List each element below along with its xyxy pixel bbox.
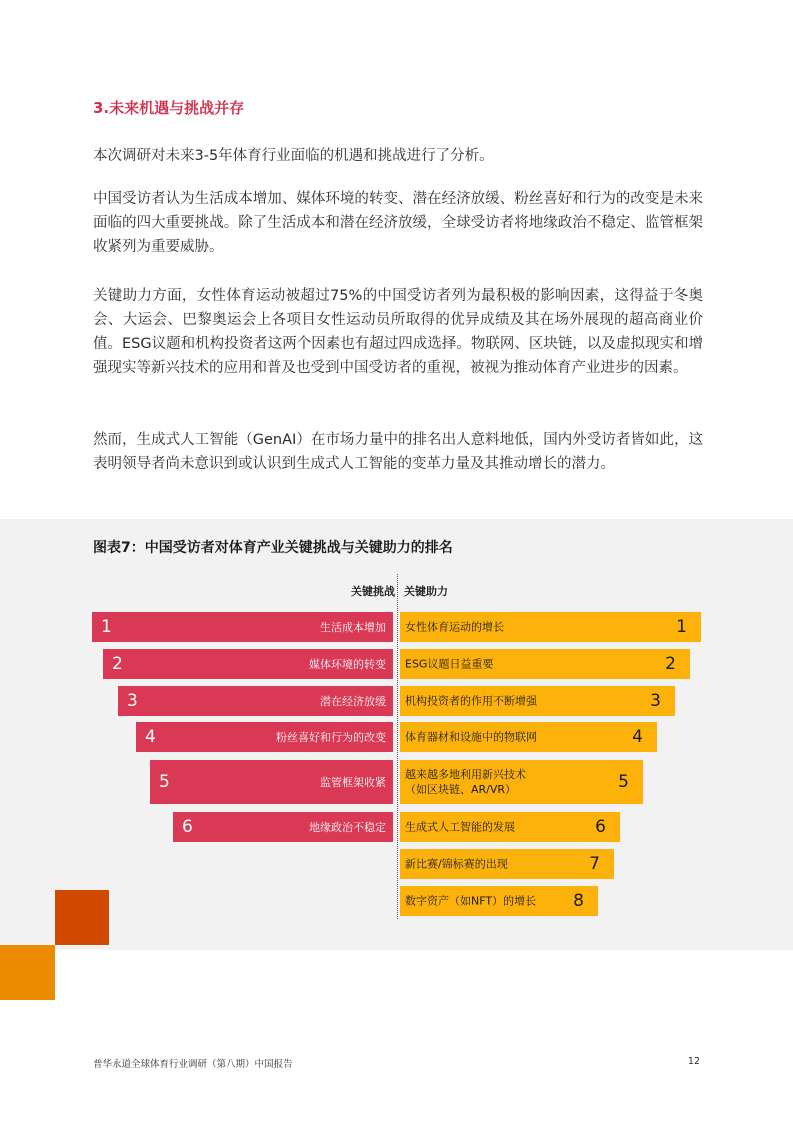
enabler-bar — [400, 649, 690, 679]
enabler-bar — [400, 722, 657, 752]
enabler-bar — [400, 760, 643, 804]
footer-text: 普华永道全球体育行业调研（第八期）中国报告 — [93, 1059, 293, 1070]
page-number: 12 — [687, 1056, 700, 1067]
challenge-bar-rank: 4 — [145, 727, 156, 747]
enabler-bar-rank: 1 — [676, 617, 687, 637]
challenge-bar-label: 监管框架收紧 — [320, 776, 386, 789]
enabler-bar-rank: 3 — [650, 691, 661, 711]
challenge-bar-rank: 3 — [127, 691, 138, 711]
enablers-header: 关键助力 — [404, 585, 448, 598]
challenge-bar-label: 生活成本增加 — [320, 621, 386, 634]
section-title: 3.未来机遇与挑战并存 — [93, 99, 245, 117]
enabler-bar-label: 越来越多地利用新兴技术 （如区块链、AR/VR） — [405, 768, 526, 796]
challenge-bar-rank: 1 — [101, 617, 112, 637]
enabler-bar — [400, 812, 620, 842]
enabler-bar-rank: 4 — [632, 727, 643, 747]
paragraph: 然而，生成式人工智能（GenAI）在市场力量中的排名出人意料地低，国内外受访者皆如此，这表明领导者尚未意识到或认识到生成式人工智能的变革力量及其推动增长的潜力。 — [93, 432, 703, 472]
challenge-bar-label: 媒体环境的转变 — [309, 658, 386, 671]
challenge-bar — [92, 612, 393, 642]
paragraph: 本次调研对未来3-5年体育行业面临的机遇和挑战进行了分析。 — [93, 148, 494, 164]
enabler-bar-label: 新比赛/锦标赛的出现 — [405, 857, 508, 871]
paragraph: 中国受访者认为生活成本增加、媒体环境的转变、潜在经济放缓、粉丝喜好和行为的改变是未来面临的四大重要挑战。除了生活成本和潜在经济放缓，全球受访者将地缘政治不稳定、监管框架收紧列为重要威胁。 — [93, 191, 703, 255]
center-divider — [397, 574, 398, 919]
enabler-bar-rank: 2 — [665, 654, 676, 674]
decorative-square-orange — [0, 945, 55, 1000]
enabler-bar — [400, 849, 614, 879]
challenge-bar-rank: 6 — [182, 817, 193, 837]
enabler-bar-label: 女性体育运动的增长 — [405, 620, 504, 634]
challenge-bar-label: 潜在经济放缓 — [320, 695, 386, 708]
enabler-bar — [400, 886, 598, 916]
enabler-bar — [400, 686, 675, 716]
challenge-bar-rank: 5 — [159, 772, 170, 792]
enabler-bar-rank: 5 — [618, 772, 629, 792]
challenge-bar — [118, 686, 393, 716]
enabler-bar-rank: 7 — [589, 854, 600, 874]
enabler-bar-rank: 8 — [573, 891, 584, 911]
enabler-bar-label: 机构投资者的作用不断增强 — [405, 694, 537, 708]
challenge-bar-rank: 2 — [112, 654, 123, 674]
challenge-bar — [103, 649, 393, 679]
enabler-bar — [400, 612, 701, 642]
challenge-bar — [173, 812, 393, 842]
decorative-square-dark-orange — [55, 890, 109, 945]
figure-title: 图表7：中国受访者对体育产业关键挑战与关键助力的排名 — [93, 540, 453, 556]
paragraph: 关键助力方面，女性体育运动被超过75%的中国受访者列为最积极的影响因素，这得益于冬奥会、大运会、巴黎奥运会上各项目女性运动员所取得的优异成绩及其在场外展现的超高商业价值。ESG议题和机构投资者这两个因素也有超过四成选择。物联网、区块链，以及虚拟现实和增强现实等新兴技术的应用和普及也受到中国受访者的重视，被视为推动体育产业进步的因素。 — [93, 288, 703, 376]
challenge-bar — [136, 722, 393, 752]
enabler-bar-label: 生成式人工智能的发展 — [405, 820, 515, 834]
enabler-bar-label: ESG议题日益重要 — [405, 657, 494, 671]
enabler-bar-rank: 6 — [595, 817, 606, 837]
challenge-bar — [150, 760, 393, 804]
enabler-bar-label: 数字资产（如NFT）的增长 — [405, 894, 537, 908]
challenge-bar-label: 地缘政治不稳定 — [309, 821, 386, 834]
challenge-bar-label: 粉丝喜好和行为的改变 — [276, 731, 386, 744]
challenges-header: 关键挑战 — [351, 585, 395, 598]
enabler-bar-label: 体育器材和设施中的物联网 — [405, 730, 537, 744]
